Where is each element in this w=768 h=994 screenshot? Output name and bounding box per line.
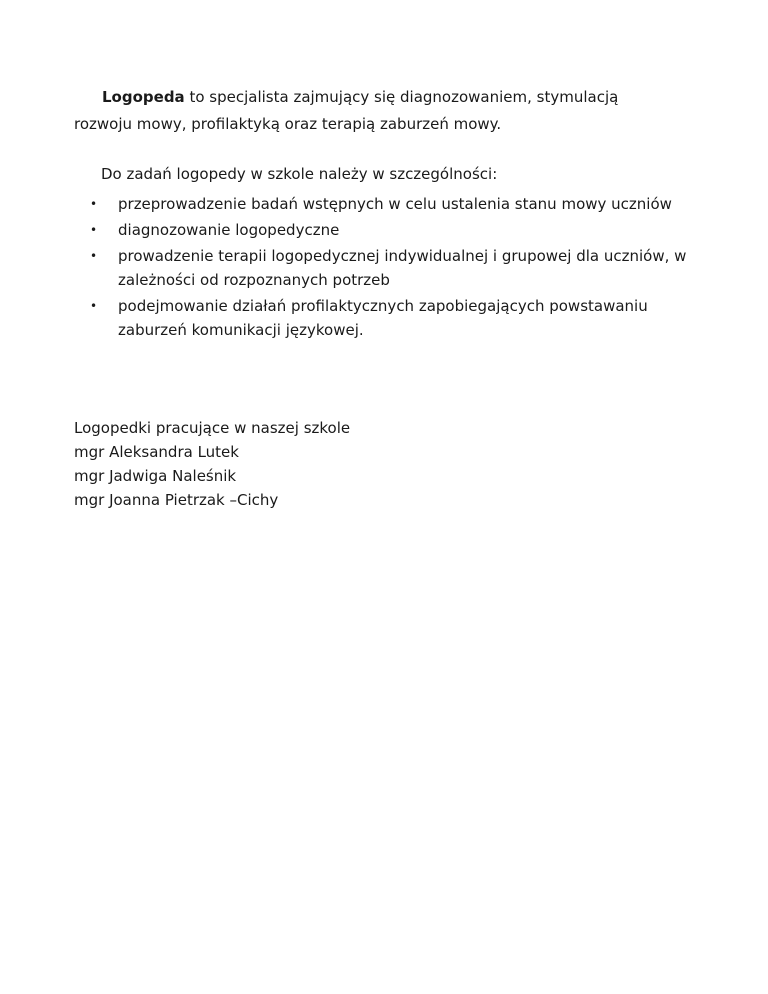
list-item-text: diagnozowanie logopedyczne <box>118 221 340 239</box>
bullet-icon: • <box>90 223 98 237</box>
intro-text: to specjalista zajmujący się diagnozowaniem, stymulacją rozwoju mowy, profilaktyką oraz terapią zaburzeń mowy. <box>74 88 619 133</box>
intro-paragraph <box>74 84 674 138</box>
tasks-list <box>90 192 690 344</box>
list-item <box>90 192 690 216</box>
staff-member: mgr Joanna Pietrzak –Cichy <box>74 491 279 509</box>
staff-member: mgr Aleksandra Lutek <box>74 443 239 461</box>
bullet-icon: • <box>90 249 98 263</box>
staff-heading: Logopedki pracujące w naszej szkole <box>74 419 351 437</box>
intro-term: Logopeda <box>102 88 185 106</box>
list-item <box>90 218 690 242</box>
bullet-icon: • <box>90 197 98 211</box>
tasks-heading: Do zadań logopedy w szkole należy w szczególności: <box>101 165 498 183</box>
bullet-icon: • <box>90 299 98 313</box>
list-item-text: prowadzenie terapii logopedycznej indywidualnej i grupowej dla uczniów, w zależności od rozpoznanych potrzeb <box>118 247 687 289</box>
list-item <box>90 244 690 292</box>
staff-member: mgr Jadwiga Naleśnik <box>74 467 237 485</box>
list-item <box>90 294 690 342</box>
list-item-text: podejmowanie działań profilaktycznych zapobiegających powstawaniu zaburzeń komunikacji językowej. <box>118 297 648 339</box>
staff-section <box>74 416 350 512</box>
list-item-text: przeprowadzenie badań wstępnych w celu ustalenia stanu mowy uczniów <box>118 195 672 213</box>
